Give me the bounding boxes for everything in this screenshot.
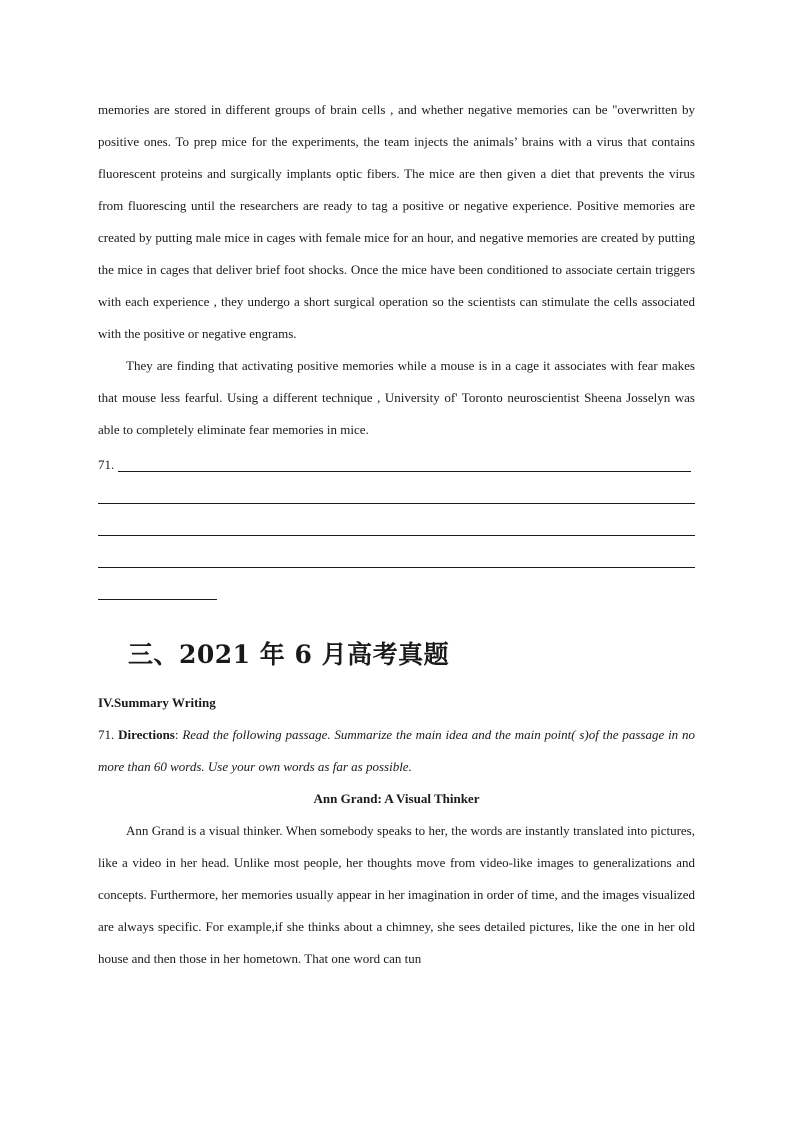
answer-line[interactable]: [98, 510, 695, 542]
underline-rule: [98, 535, 695, 536]
answer-line[interactable]: [98, 542, 695, 574]
underline-rule: [98, 599, 217, 600]
underline-rule: [98, 567, 695, 568]
answer-line[interactable]: [98, 574, 695, 606]
answer-area: [98, 446, 695, 606]
question-number: 71.: [98, 457, 115, 472]
directions-colon: :: [174, 727, 183, 742]
answer-line[interactable]: [98, 446, 695, 478]
directions-label: Directions: [118, 727, 175, 742]
passage-title: Ann Grand: A Visual Thinker: [313, 791, 480, 806]
passage-paragraph: They are finding that activating positive memories while a mouse is in a cage it associates with fear makes that mouse less fearful. Using a different technique , University of' Toronto neuroscientist Sheena Josselyn was able to completely eliminate fear memories in mice.: [98, 358, 695, 437]
underline-rule: [118, 471, 691, 472]
section-title: 三、2021 年 6 月高考真题: [128, 640, 450, 669]
passage-paragraph: memories are stored in different groups of brain cells , and whether negative memories can be "overwritten by positive ones. To prep mice for the experiments, the team injects the animals’ brains with a virus that contains fluorescent proteins and surgically implants optic fibers. The mice are then given a diet that prevents the virus from fluorescing until the researchers are ready to tag a positive or negative experience. Positive memories are created by putting male mice in cages with female mice for an hour, and negative memories are created by putting the mice in cages that deliver brief foot shocks. Once the mice have been conditioned to associate certain triggers with each experience , they undergo a short surgical operation so the scientists can stimulate the cells associated with the positive or negative engrams.: [98, 102, 695, 341]
underline-rule: [98, 503, 695, 504]
passage-paragraph: Ann Grand is a visual thinker. When somebody speaks to her, the words are instantly translated into pictures, like a video in her head. Unlike most people, her thoughts move from video-like images to generalizations and concepts. Furthermore, her memories usually appear in her imagination in order of time, and the images visualized are always specific. For example,if she thinks about a chimney, she sees detailed pictures, like the one in her old house and then those in her hometown. That one word can tun: [98, 823, 695, 966]
document-page: [98, 94, 695, 975]
section-subheading: IV.Summary Writing: [98, 695, 216, 710]
answer-line[interactable]: [98, 478, 695, 510]
directions-text: Read the following passage. Summarize the main idea and the main point( s)of the passage in no more than 60 words. Use your own words as far as possible.: [98, 727, 695, 774]
question-number: 71.: [98, 727, 119, 742]
directions-paragraph: [98, 719, 695, 783]
